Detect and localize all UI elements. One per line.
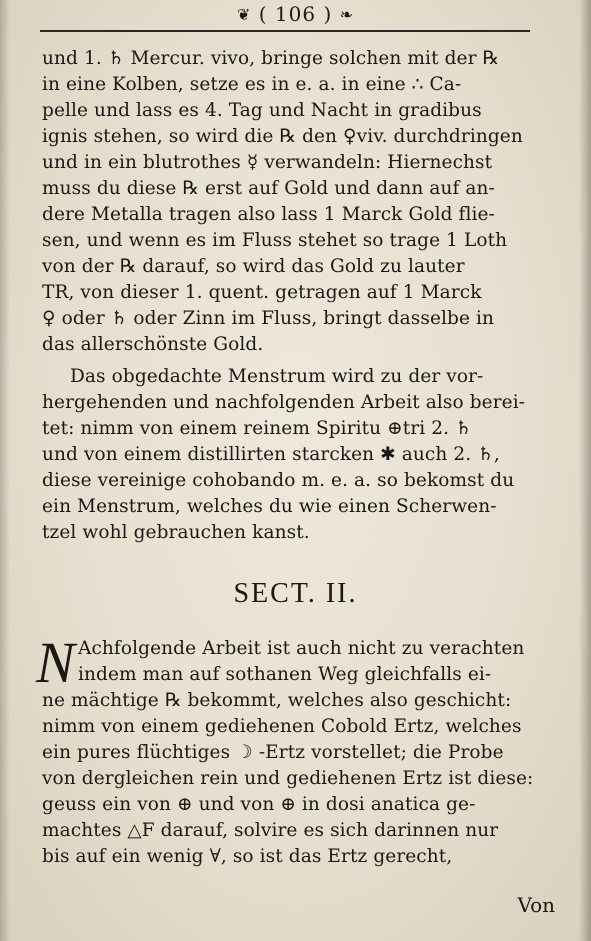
header-rule [40,30,530,32]
text-line: ne mächtige ℞ bekommt, welches also geschicht: [42,690,512,711]
text-line: machtes △F darauf, solvire es sich darinnen nur [42,820,499,841]
text-line: ♀ oder ♄ oder Zinn im Fluss, bringt dasselbe in [42,308,495,329]
page-edge-shadow [579,0,591,941]
text-line: diese vereinige cohobando m. e. a. so bekomst du [42,470,515,491]
text-line: und von einem distillirten starcken ✱ auch 2. ♄, [42,444,500,465]
text-line: nimm von einem gediehenen Cobold Ertz, welches [42,716,522,737]
text-line: pelle und lass es 4. Tag und Nacht in gradibus [42,100,482,121]
text-line: von dergleichen rein und gediehenen Ertz ist diese: [42,768,534,789]
text-line: muss du diese ℞ erst auf Gold und dann auf an- [42,178,495,199]
left-ornament-icon: ❦ [236,5,252,24]
text-line: tzel wohl gebrauchen kanst. [42,522,310,543]
text-line: und in ein blutrothes ☿ verwandeln: Hiernechst [42,152,493,173]
text-line: hergehenden und nachfolgenden Arbeit also berei- [42,392,526,413]
text-line: von der ℞ darauf, so wird das Gold zu lauter [42,256,465,277]
text-line: indem man auf sothanen Weg gleichfalls ei- [78,664,492,685]
text-line: bis auf ein wenig ∀, so ist das Ertz gerecht, [42,846,453,867]
text-line: in eine Kolben, setze es in e. a. in eine ∴ Ca- [42,74,462,95]
text-line: tet: nimm von einem reinem Spiritu ⊕tri 2. ♄ [42,418,472,439]
text-line: ignis stehen, so wird die ℞ den ♀viv. durchdringen [42,126,523,147]
text-line: das allerschönste Gold. [42,334,264,355]
text-line: und 1. ♄ Mercur. vivo, bringe solchen mit der ℞ [42,48,500,69]
text-line: sen, und wenn es im Fluss stehet so trage 1 Loth [42,230,508,251]
text-line: dere Metalla tragen also lass 1 Marck Gold flie- [42,204,495,225]
text-line: TR, von dieser 1. quent. getragen auf 1 Marck [42,282,482,303]
drop-cap: N [36,630,75,695]
text-line: Das obgedachte Menstrum wird zu der vor- [70,366,484,387]
gutter-shadow [0,0,10,941]
catchword: Von [517,893,555,917]
text-line: geuss ein von ⊕ und von ⊕ in dosi anatica ge- [42,794,476,815]
page-header [0,2,591,26]
text-line: ein pures flüchtiges ☽ -Ertz vorstellet; die Probe [42,742,504,763]
right-ornament-icon: ❧ [339,5,355,24]
section-heading: SECT. II. [233,578,358,609]
text-line: ein Menstrum, welches du wie einen Scherwen- [42,496,497,517]
page-number: ( 106 ) [258,2,333,26]
text-line: Achfolgende Arbeit ist auch nicht zu verachten [78,638,525,659]
